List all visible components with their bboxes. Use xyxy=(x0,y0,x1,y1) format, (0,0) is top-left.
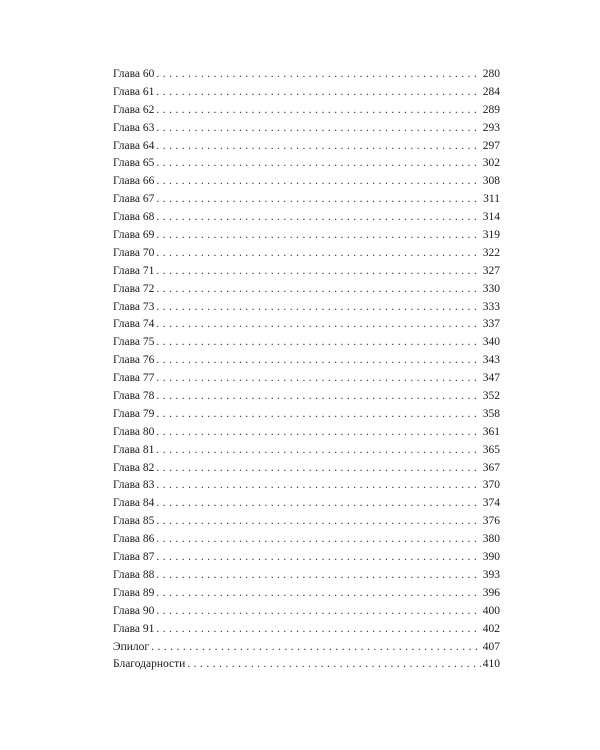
toc-entry xyxy=(113,84,500,102)
toc-entry xyxy=(113,299,500,317)
toc-entry-page-number: 314 xyxy=(482,211,500,224)
toc-dot-leader xyxy=(156,173,480,191)
toc-entry xyxy=(113,281,500,299)
toc-dot-leader xyxy=(156,621,480,639)
toc-dot-leader xyxy=(156,585,480,603)
toc-entry-title: Глава 88 xyxy=(113,568,155,581)
toc-dot-leader xyxy=(156,299,480,317)
toc-entry xyxy=(113,460,500,478)
toc-dot-leader xyxy=(187,656,480,674)
toc-entry xyxy=(113,138,500,156)
toc-dot-leader xyxy=(156,281,480,299)
toc-entry-title: Глава 74 xyxy=(113,318,155,331)
toc-entry xyxy=(113,316,500,334)
toc-entry xyxy=(113,513,500,531)
toc-entry-page-number: 352 xyxy=(482,390,500,403)
toc-entry-page-number: 361 xyxy=(482,425,500,438)
toc-dot-leader xyxy=(156,460,480,478)
toc-dot-leader xyxy=(156,477,480,495)
toc-entry xyxy=(113,424,500,442)
toc-entry-title: Глава 64 xyxy=(113,139,155,152)
toc-dot-leader xyxy=(156,388,480,406)
toc-entry xyxy=(113,155,500,173)
toc-entry xyxy=(113,388,500,406)
toc-entry xyxy=(113,567,500,585)
toc-entry xyxy=(113,334,500,352)
toc-dot-leader xyxy=(156,424,480,442)
toc-dot-leader xyxy=(156,227,480,245)
toc-dot-leader xyxy=(156,263,480,281)
toc-entry xyxy=(113,245,500,263)
toc-entry xyxy=(113,621,500,639)
toc-entry-title: Глава 63 xyxy=(113,121,155,134)
toc-dot-leader xyxy=(156,370,480,388)
toc-entry-page-number: 293 xyxy=(482,121,500,134)
toc-entry-page-number: 374 xyxy=(482,497,500,510)
toc-entry-title: Глава 83 xyxy=(113,479,155,492)
toc-entry-page-number: 367 xyxy=(482,461,500,474)
toc-entry-page-number: 340 xyxy=(482,336,500,349)
toc-dot-leader xyxy=(156,316,480,334)
toc-entry-title: Глава 70 xyxy=(113,246,155,259)
toc-dot-leader xyxy=(156,352,480,370)
toc-entry-page-number: 370 xyxy=(482,479,500,492)
toc-entry-title: Глава 60 xyxy=(113,68,155,80)
toc-entry xyxy=(113,656,500,674)
toc-entry-page-number: 284 xyxy=(482,85,500,98)
toc-entry xyxy=(113,406,500,424)
toc-dot-leader xyxy=(156,155,480,173)
toc-entry xyxy=(113,102,500,120)
toc-entry-page-number: 327 xyxy=(482,264,500,277)
toc-entry xyxy=(113,209,500,227)
toc-entry-page-number: 337 xyxy=(482,318,500,331)
toc-entry xyxy=(113,585,500,603)
toc-dot-leader xyxy=(156,334,480,352)
toc-entry-title: Глава 76 xyxy=(113,354,155,367)
toc-entry-page-number: 330 xyxy=(482,282,500,295)
toc-entry-title: Глава 85 xyxy=(113,515,155,528)
toc-entry-page-number: 333 xyxy=(482,300,500,313)
toc-entry-page-number: 402 xyxy=(482,622,500,635)
toc-entry-title: Глава 61 xyxy=(113,85,155,98)
toc-entry-title: Глава 86 xyxy=(113,533,155,546)
toc-entry-title: Глава 84 xyxy=(113,497,155,510)
toc-dot-leader xyxy=(156,66,480,84)
toc-entry-page-number: 407 xyxy=(482,640,500,653)
toc-entry-page-number: 400 xyxy=(482,604,500,617)
toc-entry-title: Глава 77 xyxy=(113,372,155,385)
toc-entry xyxy=(113,191,500,209)
toc-dot-leader xyxy=(156,531,480,549)
toc-entry xyxy=(113,263,500,281)
toc-entry-title: Глава 80 xyxy=(113,425,155,438)
toc-entry xyxy=(113,173,500,191)
table-of-contents xyxy=(113,66,500,674)
toc-entry xyxy=(113,227,500,245)
toc-entry xyxy=(113,66,500,84)
toc-entry-page-number: 365 xyxy=(482,443,500,456)
toc-entry-title: Глава 79 xyxy=(113,407,155,420)
toc-entry-page-number: 393 xyxy=(482,568,500,581)
toc-dot-leader xyxy=(156,138,480,156)
toc-dot-leader xyxy=(156,513,480,531)
toc-entry-title: Глава 81 xyxy=(113,443,155,456)
toc-entry xyxy=(113,495,500,513)
toc-entry-title: Глава 87 xyxy=(113,551,155,564)
toc-entry-page-number: 308 xyxy=(482,175,500,188)
toc-dot-leader xyxy=(156,549,480,567)
toc-entry-title: Глава 66 xyxy=(113,175,155,188)
toc-entry-page-number: 289 xyxy=(482,103,500,116)
toc-entry-page-number: 358 xyxy=(482,407,500,420)
toc-dot-leader xyxy=(156,209,480,227)
toc-entry-page-number: 302 xyxy=(482,157,500,170)
toc-entry-title: Глава 69 xyxy=(113,229,155,242)
toc-dot-leader xyxy=(156,442,480,460)
toc-entry xyxy=(113,477,500,495)
toc-entry-title: Глава 89 xyxy=(113,586,155,599)
toc-entry-title: Глава 75 xyxy=(113,336,155,349)
toc-entry xyxy=(113,549,500,567)
toc-entry-title: Глава 90 xyxy=(113,604,155,617)
toc-dot-leader xyxy=(156,84,480,102)
toc-entry-page-number: 280 xyxy=(482,68,500,80)
toc-entry-title: Глава 65 xyxy=(113,157,155,170)
toc-entry-page-number: 311 xyxy=(483,193,500,206)
toc-entry-page-number: 319 xyxy=(482,229,500,242)
toc-entry xyxy=(113,352,500,370)
toc-entry xyxy=(113,531,500,549)
toc-entry-page-number: 390 xyxy=(482,551,500,564)
toc-entry xyxy=(113,442,500,460)
toc-entry-title: Глава 78 xyxy=(113,390,155,403)
toc-entry xyxy=(113,639,500,657)
toc-entry-title: Глава 67 xyxy=(113,193,155,206)
toc-dot-leader xyxy=(156,191,481,209)
toc-entry-page-number: 410 xyxy=(482,658,500,671)
toc-entry-page-number: 376 xyxy=(482,515,500,528)
toc-entry-page-number: 322 xyxy=(482,246,500,259)
toc-entry-page-number: 347 xyxy=(482,372,500,385)
toc-entry-page-number: 343 xyxy=(482,354,500,367)
toc-dot-leader xyxy=(156,120,480,138)
toc-dot-leader xyxy=(156,567,480,585)
toc-entry xyxy=(113,120,500,138)
toc-entry-title: Эпилог xyxy=(113,640,150,653)
toc-entry-title: Глава 72 xyxy=(113,282,155,295)
toc-entry-page-number: 297 xyxy=(482,139,500,152)
toc-entry-title: Глава 82 xyxy=(113,461,155,474)
toc-dot-leader xyxy=(151,639,481,657)
toc-dot-leader xyxy=(156,102,480,120)
toc-entry xyxy=(113,370,500,388)
toc-entry-title: Глава 62 xyxy=(113,103,155,116)
toc-entry-title: Благодарности xyxy=(113,658,186,671)
toc-entry-page-number: 380 xyxy=(482,533,500,546)
toc-entry-title: Глава 73 xyxy=(113,300,155,313)
toc-dot-leader xyxy=(156,603,480,621)
toc-entry-title: Глава 68 xyxy=(113,211,155,224)
toc-entry-page-number: 396 xyxy=(482,586,500,599)
toc-dot-leader xyxy=(156,495,480,513)
toc-entry-title: Глава 91 xyxy=(113,622,155,635)
toc-dot-leader xyxy=(156,245,480,263)
toc-entry-title: Глава 71 xyxy=(113,264,155,277)
toc-dot-leader xyxy=(156,406,480,424)
toc-entry xyxy=(113,603,500,621)
